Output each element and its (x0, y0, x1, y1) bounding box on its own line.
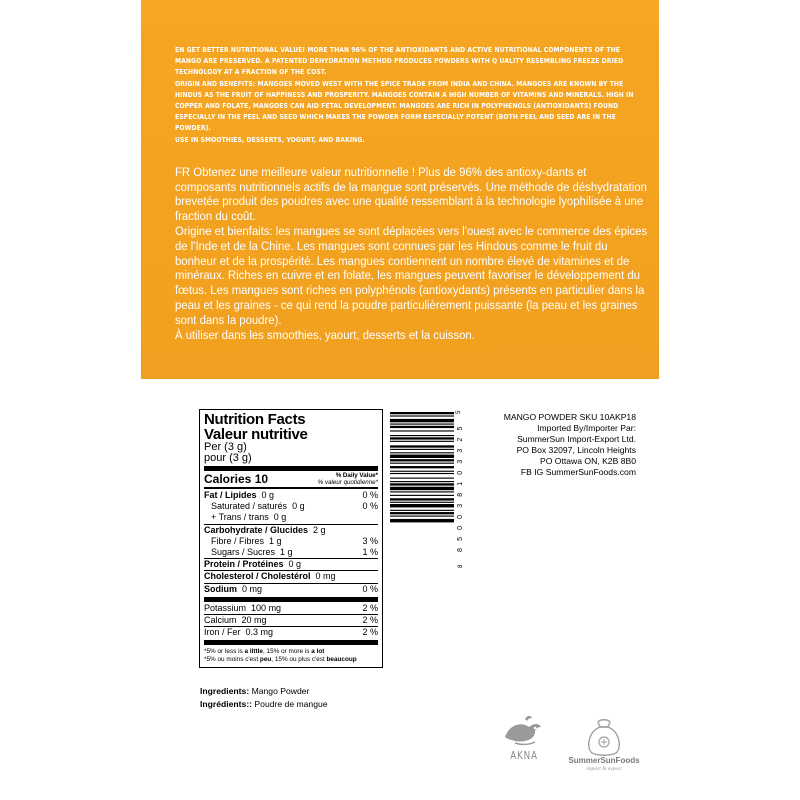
barcode-bar (390, 459, 454, 461)
barcode-bar (390, 519, 454, 522)
fr-paragraph: À utiliser dans les smoothies, yaourt, desserts et la cuisson. (175, 327, 475, 342)
fr-paragraph: FR Obtenez une meilleure valeur nutritionnelle ! Plus de 96% des antioxy-dants et composants nutritionnels actifs de la mangue sont préservés. Une méthode de déshydratation brevetée produit des poudres avec une qualité ressemblant à la technologie lyophilisée à une fraction du coût. (175, 164, 647, 224)
barcode-bar (390, 498, 454, 500)
barcode-bar (390, 495, 454, 496)
barcode-bar (390, 516, 454, 517)
nutrition-title-fr: Valeur nutritive (204, 426, 308, 443)
summersun-logo-text: SummerSunFoods (568, 756, 640, 765)
summersun-logo-subtext: import & export (586, 766, 622, 772)
barcode-bottom-digit: 8 (458, 564, 464, 568)
barcode-bar (390, 415, 454, 416)
daily-value-header (318, 472, 378, 486)
barcode-bar (390, 504, 454, 507)
barcode (388, 408, 468, 570)
barcode-bar (390, 473, 454, 474)
nutrient-row-sodium: Sodium 0 mg 0 % (204, 583, 378, 594)
barcode-bars (390, 412, 454, 522)
bird-icon (495, 715, 553, 749)
barcode-digits: 8 5 0 0 3 8 1 0 3 3 2 5 (457, 424, 464, 552)
barcode-bar (390, 445, 454, 447)
barcode-bar (390, 441, 454, 442)
barcode-bar (390, 510, 454, 511)
importer-line: MANGO POWDER SKU 10AKP18 (503, 412, 636, 422)
english-description (175, 44, 634, 145)
barcode-bar (390, 463, 454, 464)
barcode-bar (390, 478, 454, 479)
nutrient-row-fat: Fat / Lipides 0 g 0 % (204, 490, 378, 500)
barcode-bar (390, 437, 454, 439)
calories-value: Calories 10 (204, 472, 269, 486)
nutrition-facts-table (199, 409, 383, 668)
akna-logo-text: AKNA (510, 749, 538, 762)
french-description (175, 165, 649, 343)
barcode-bar (390, 412, 454, 414)
nutrient-row-cholesterol: Cholesterol / Cholestérol 0 mg (204, 571, 336, 582)
ingredients (200, 685, 328, 710)
barcode-bar (390, 452, 454, 453)
en-paragraph: USE IN SMOOTHIES, DESSERTS, YOGURT, AND BAKING. (175, 134, 365, 144)
importer-line: SummerSun Import-Export Ltd. (517, 434, 636, 444)
footnote (204, 646, 378, 664)
barcode-bar (390, 449, 454, 450)
ingredients-en: Ingredients: Mango Powder (200, 686, 310, 696)
fr-paragraph: Origine et bienfaits: les mangues se sont déplacées vers l'ouest avec le commerce des épices de l'Inde et de la Chine. Les mangues sont connues par les Hindous comme le fruit du bonheur et de la prospérité. Les mangues contiennent un nombre élevé de vitamines et de minéraux. Riches en cuivre et en folate, les mangues peuvent favoriser le développement du fœtus. Les mangues sont riches en polyphénols (antioxydants) présents en particulier dans la peau et les graines - ce qui rend la poudre particulièrement puissante (la peau et les graines sont dans la poudre). (175, 224, 648, 327)
barcode-bar (390, 502, 454, 503)
en-paragraph: EN GET BETTER NUTRITIONAL VALUE! MORE THAN 96% OF THE ANTIOXIDANTS AND ACTIVE NUTRITIONAL COMPONENTS OF THE MANGO ARE PRESERVED. A PATENTED DEHYDRATION METHOD PRODUCES POWDERS WITH Q UALITY RESEMBLING FREEZE DRIED TECHNOLOGY AT A FRACTION OF THE COST. (175, 45, 624, 77)
sack-icon (572, 718, 636, 756)
importer-line: PO Ottawa ON, K2B 8B0 (539, 456, 636, 466)
barcode-bar (390, 435, 454, 436)
description-panel (141, 0, 659, 379)
barcode-bar (390, 419, 454, 422)
footnote-fr: *5% ou moins c'est peu, 15% ou plus c'est beaucoup (204, 656, 357, 664)
daily-value-en: % Daily Value* (335, 472, 378, 479)
en-paragraph: ORIGIN AND BENEFITS: MANGOES MOVED WEST WITH THE SPICE TRADE FROM INDIA AND CHINA. MANGOES ARE KNOWN BY THE HINDUS AS THE FRUIT OF HAPPINESS AND PROSPERITY. MANGOES CONTAIN A HIGH NUMBER OF VITAMINS AND MINERALS. HIGH IN COPPER AND FOLATE, MANGOES CAN AID FETAL DEVELOPMENT. MANGOES ARE RICH IN POLYPHENOLS (ANTIOXIDANTS) FOUND ESPECIALLY IN THE PEEL AND SEED WHICH MAKES THE POWDER FORM ESPECIALLY POTENT (BOTH PEEL AND SEED ARE IN THE POWDER). (175, 78, 634, 133)
barcode-bar (390, 430, 454, 431)
barcode-top-digit: 5 (456, 410, 462, 414)
nutrient-row-calcium: Calcium 20 mg 2 % (204, 615, 378, 626)
importer-line: PO Box 32097, Lincoln Heights (516, 445, 636, 455)
ingredients-fr: Ingrédients:: Poudre de mangue (200, 698, 328, 709)
nutrient-row-sugars: Sugars / Sucres 1 g 1 % (211, 547, 378, 558)
nutrient-row-iron: Iron / Fer 0.3 mg 2 % (204, 627, 378, 638)
barcode-bar (390, 512, 454, 514)
barcode-bar (390, 487, 454, 490)
importer-line: Imported By/Importer Par: (537, 423, 636, 433)
importer-line: FB IG SummerSunFoods.com (520, 467, 636, 477)
barcode-bar (390, 491, 454, 492)
footnote-en: *5% or less is a little, 15% or more is a lot (204, 648, 325, 656)
importer-info (486, 412, 636, 478)
nutrient-row-potassium: Potassium 100 mg 2 % (204, 602, 378, 613)
barcode-bar (390, 455, 454, 458)
barcode-bar (390, 466, 454, 468)
nutrition-title-en: Nutrition Facts (204, 411, 306, 428)
barcode-bar (390, 481, 454, 482)
daily-value-fr: % valeur quotidienne* (317, 479, 378, 486)
barcode-bar (390, 424, 454, 425)
barcode-bar (390, 471, 454, 472)
nutrient-row-carbohydrate: Carbohydrate / Glucides 2 g (204, 524, 326, 535)
calories-row (204, 472, 378, 486)
barcode-bar (390, 426, 454, 428)
nutrient-row-trans: + Trans / trans 0 g (211, 512, 287, 523)
barcode-bar (390, 483, 454, 485)
nutrient-row-saturated: Saturated / saturés 0 g 0 % (211, 501, 378, 512)
serving-size-en: Per (3 g) (204, 441, 247, 453)
nutrient-row-protein: Protein / Protéines 0 g (204, 559, 302, 570)
summersun-logo (568, 718, 640, 782)
serving-size-fr: pour (3 g) (204, 452, 252, 464)
akna-logo (495, 715, 553, 777)
nutrient-row-fibre: Fibre / Fibres 1 g 3 % (211, 535, 378, 546)
